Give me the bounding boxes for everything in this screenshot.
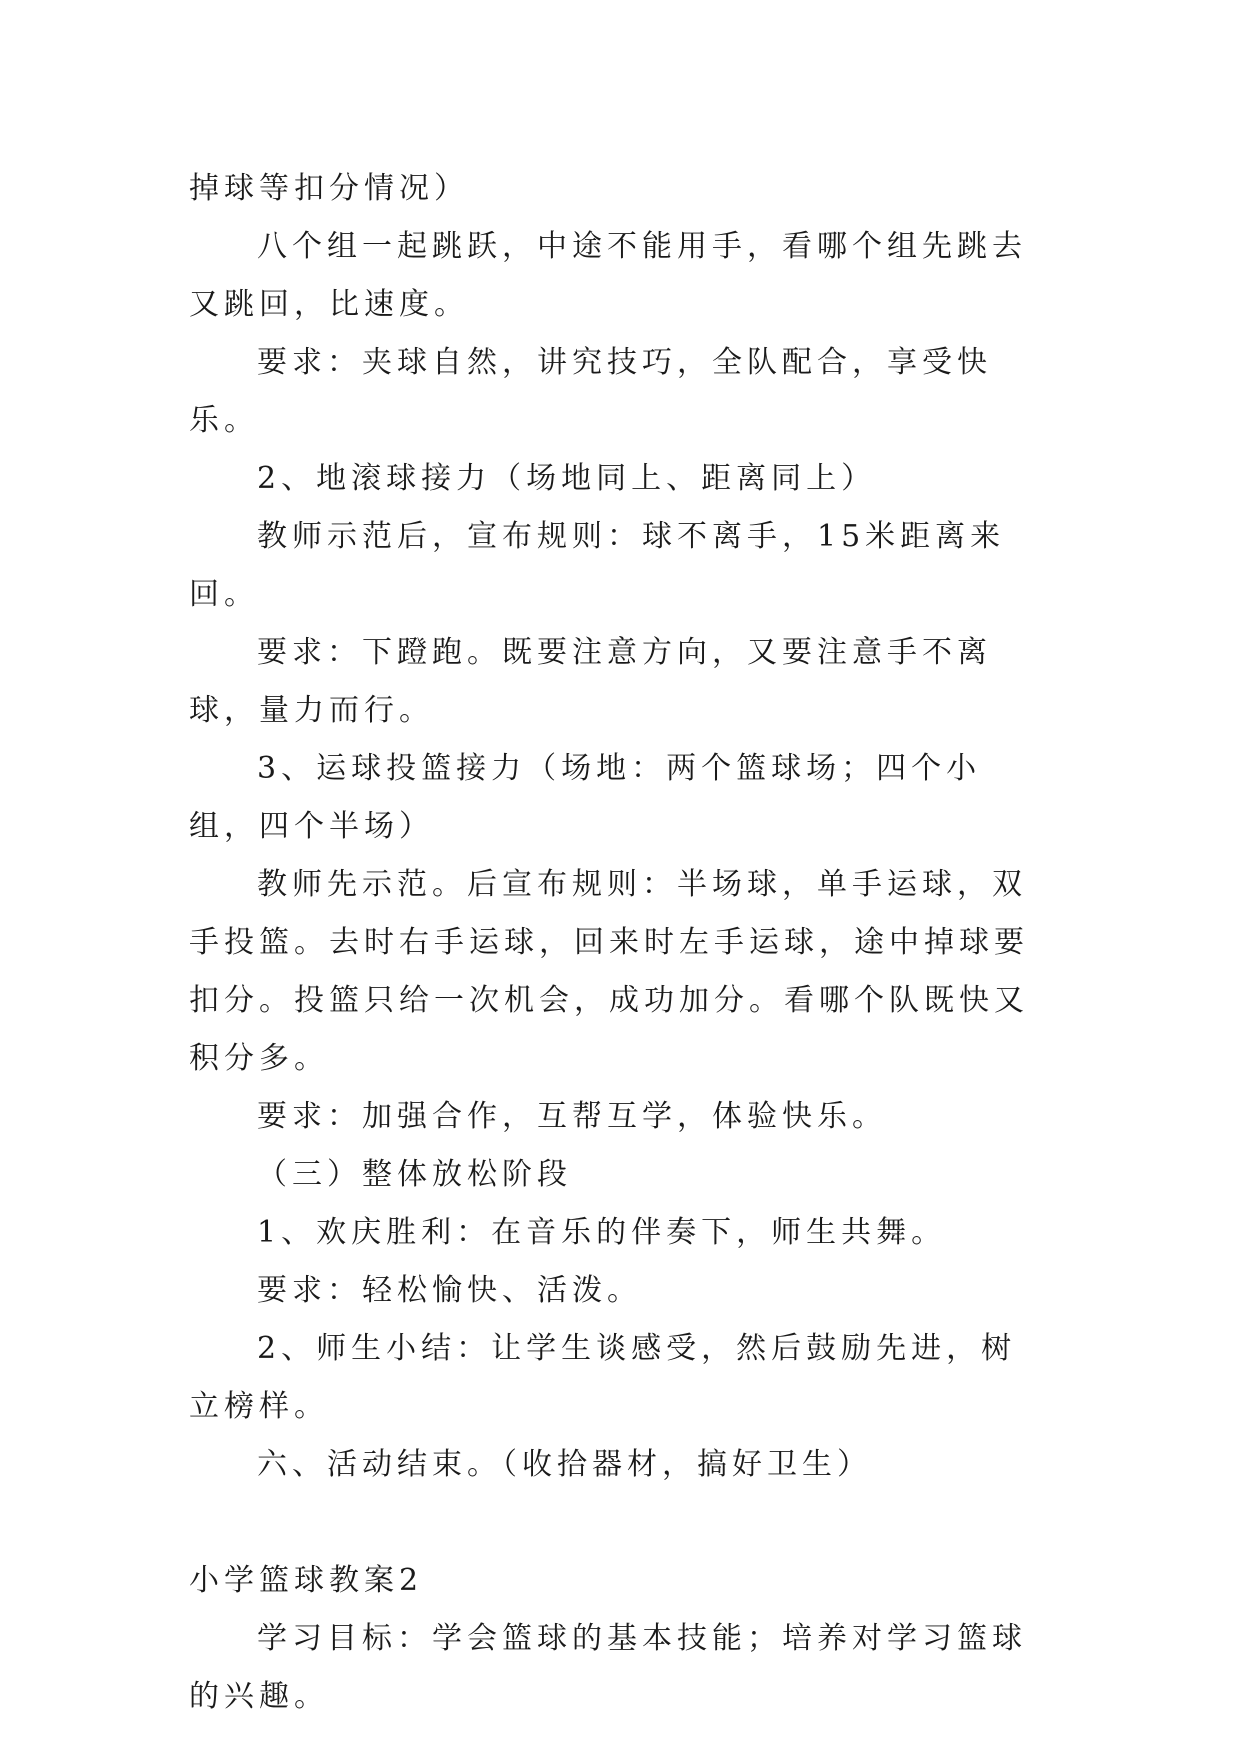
paragraph: 2、师生小结：让学生谈感受，然后鼓励先进，树立榜样。 <box>189 1331 1017 1424</box>
paragraph: 3、运球投篮接力（场地：两个篮球场；四个小组，四个半场） <box>189 751 982 844</box>
paragraph: 八个组一起跳跃，中途不能用手，看哪个组先跳去又跳回，比速度。 <box>189 229 1027 322</box>
paragraph: 要求：夹球自然，讲究技巧，全队配合，享受快乐。 <box>189 345 992 438</box>
paragraph: 要求：下蹬跑。既要注意方向，又要注意手不离球，量力而行。 <box>189 635 992 728</box>
subsection-heading: （三）整体放松阶段 <box>257 1157 572 1192</box>
paragraph: 2、地滚球接力（场地同上、距离同上） <box>257 461 877 496</box>
paragraph: 要求：加强合作，互帮互学，体验快乐。 <box>257 1099 887 1134</box>
paragraph: 教师先示范。后宣布规则：半场球，单手运球，双手投篮。去时右手运球，回来时左手运球，途中掉球要扣分。投篮只给一次机会，成功加分。看哪个队既快又积分多。 <box>189 867 1029 1076</box>
document-body <box>189 160 1051 1726</box>
paragraph: 六、活动结束。（收拾器材，搞好卫生） <box>257 1447 872 1482</box>
paragraph-continuation: 掉球等扣分情况） <box>189 171 469 206</box>
paragraph: 要求：轻松愉快、活泼。 <box>257 1273 642 1308</box>
paragraph: 学习目标：学会篮球的基本技能；培养对学习篮球的兴趣。 <box>189 1621 1027 1714</box>
section-title: 小学篮球教案2 <box>189 1563 424 1598</box>
paragraph: 1、欢庆胜利：在音乐的伴奏下，师生共舞。 <box>257 1215 947 1250</box>
paragraph: 教师示范后，宣布规则：球不离手，15米距离来回。 <box>189 519 1006 612</box>
